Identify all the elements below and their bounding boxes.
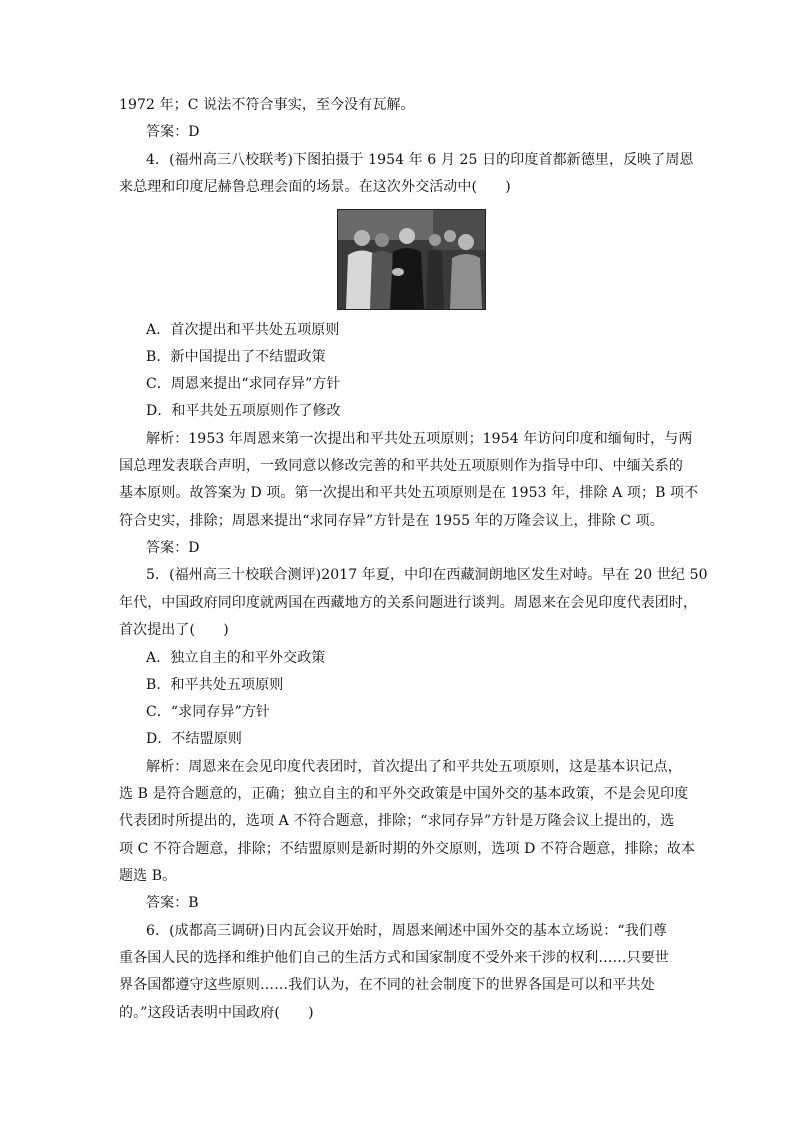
- analysis-line: 代表团时所提出的，选项 A 不符合题意，排除；“求同存异”方针是万隆会议上提出的，选: [119, 813, 675, 829]
- question-5-line: 5．(福州高三十校联合测评)2017 年夏，中印在西藏洞朗地区发生对峙。早在 20 世纪 50: [146, 567, 708, 583]
- analysis-line: 符合史实，排除；周恩来提出“求同存异”方针是在 1955 年的万隆会议上，排除 C 项。: [119, 513, 664, 529]
- option-b: B．和平共处五项原则: [146, 677, 284, 693]
- historical-photo: [337, 209, 486, 310]
- option-d: D．和平共处五项原则作了修改: [146, 403, 341, 419]
- analysis-line: 解析：1953 年周恩来第一次提出和平共处五项原则；1954 年访问印度和缅甸时，与两: [146, 431, 693, 447]
- question-6-line: 界各国都遵守这些原则……我们认为，在不同的社会制度下的世界各国是可以和平共处: [119, 977, 655, 993]
- option-c: C．“求同存异”方针: [146, 704, 271, 720]
- option-a: A．首次提出和平共处五项原则: [146, 322, 340, 338]
- text-line: 1972 年；C 说法不符合事实，至今没有瓦解。: [119, 97, 415, 113]
- question-6-line: 的。”这段话表明中国政府( ): [119, 1005, 314, 1021]
- analysis-line: 国总理发表联合声明，一致同意以修改完善的和平共处五项原则作为指导中印、中缅关系的: [119, 458, 683, 474]
- option-b: B．新中国提出了不结盟政策: [146, 349, 326, 365]
- question-5-line: 年代，中国政府同印度就两国在西藏地方的关系问题进行谈判。周恩来在会见印度代表团时，: [119, 595, 698, 611]
- question-6-line: 重各国人民的选择和维护他们自己的生活方式和国家制度不受外来干涉的权利……只要世: [119, 950, 669, 966]
- analysis-line: 选 B 是符合题意的，正确；独立自主的和平外交政策是中国外交的基本政策，不是会见印度: [119, 786, 689, 802]
- photo-illustration: [338, 210, 485, 309]
- question-4-line: 来总理和印度尼赫鲁总理会面的场景。在这次外交活动中( ): [119, 179, 511, 195]
- analysis-line: 基本原则。故答案为 D 项。第一次提出和平共处五项原则是在 1953 年，排除 A 项；B 项不: [119, 485, 699, 501]
- option-d: D．不结盟原则: [146, 731, 242, 747]
- question-6-line: 6．(成都高三调研)日内瓦会议开始时，周恩来阐述中国外交的基本立场说：“我们尊: [146, 923, 667, 939]
- answer-line: 答案：D: [146, 540, 200, 556]
- question-5-line: 首次提出了( ): [119, 622, 229, 638]
- question-4-line: 4．(福州高三八校联考)下图拍摄于 1954 年 6 月 25 日的印度首都新德里，反映了周恩: [146, 152, 694, 168]
- analysis-line: 解析：周恩来在会见印度代表团时，首次提出了和平共处五项原则，这是基本识记点，: [146, 759, 682, 775]
- option-a: A．独立自主的和平外交政策: [146, 650, 326, 666]
- analysis-line: 题选 B。: [119, 868, 177, 884]
- analysis-line: 项 C 不符合题意，排除；不结盟原则是新时期的外交原则，选项 D 不符合题意，排除；故本: [119, 841, 696, 857]
- option-c: C．周恩来提出“求同存异”方针: [146, 376, 341, 392]
- answer-line: 答案：B: [146, 895, 199, 911]
- answer-line: 答案：D: [146, 124, 200, 140]
